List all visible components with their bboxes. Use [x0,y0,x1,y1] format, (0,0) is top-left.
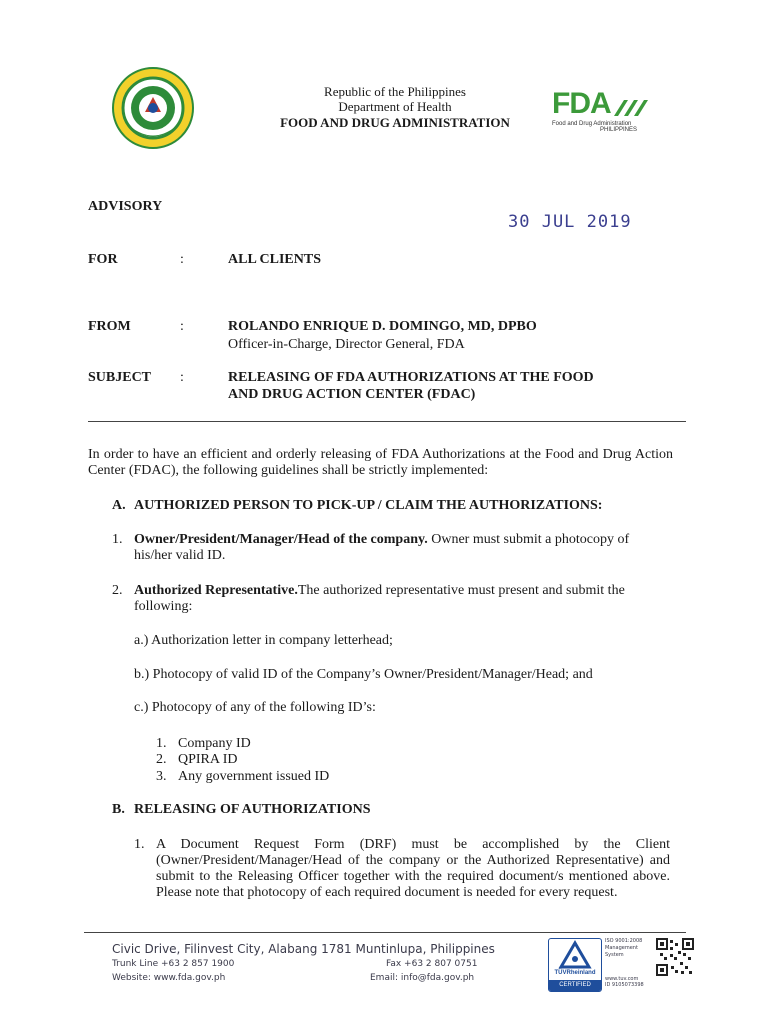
a-sub-c: c.) Photocopy of any of the following ID’s: [134,700,376,715]
a-item2-text: The authorized representative must present and submit the following: [134,583,625,614]
tuv-reference [605,976,644,988]
tuv-id: ID 9105073398 [605,982,644,988]
id-list-item: Company ID [178,736,251,751]
tuv-website: www.tuv.com [605,976,639,982]
doh-seal [112,67,194,149]
a-item1-bold: Owner/President/Manager/Head of the company. [134,532,428,547]
footer-website: Website: www.fda.gov.ph [112,973,226,983]
date-stamp: 30 JUL 2019 [508,212,632,232]
b-item1-text: A Document Request Form (DRF) must be accomplished by the Client (Owner/President/Manager/Head of the company or the Authorized Representative) and submit to the Releasing Officer together with the required document/s mentioned above. Please note that photocopy of each required document is needed for every request. [156,837,670,900]
fda-logo [548,88,658,134]
doc-type: ADVISORY [88,199,163,214]
header-line-department: Department of Health [338,99,452,114]
subject-label: SUBJECT [88,370,152,385]
b-item1 [156,837,670,901]
a-item1 [134,532,669,564]
iso-text [605,938,642,959]
a-sub-b: b.) Photocopy of valid ID of the Company’s Owner/President/Manager/Head; and [134,667,593,682]
from-title: Officer-in-Charge, Director General, FDA [228,337,465,352]
footer-address: Civic Drive, Filinvest City, Alabang 1781 Muntinlupa, Philippines [112,942,495,956]
header-line-agency: FOOD AND DRUG ADMINISTRATION [280,115,510,130]
tuv-triangle-icon [549,939,601,971]
from-value: ROLANDO ENRIQUE D. DOMINGO, MD, DPBO [228,319,537,334]
footer-divider [84,932,686,933]
iso-standard: ISO 9001:2008 [605,938,643,944]
iso-management: Management [605,945,638,951]
qr-code-icon [656,938,694,976]
id-list-item: QPIRA ID [178,752,238,767]
a-item2 [134,583,669,615]
for-label: FOR [88,252,118,267]
tuv-cert-badge [548,938,602,992]
id-list-number: 1. [156,736,167,751]
id-list-number: 3. [156,769,167,784]
id-list-number: 2. [156,752,167,767]
b-item1-number: 1. [134,837,145,852]
qr-code[interactable] [656,938,694,976]
for-colon: : [180,252,184,267]
a-item1-number: 1. [112,532,123,547]
tuv-brand: TÜVRheinland [554,970,596,976]
subject-colon: : [180,370,184,385]
fda-logo-text: FDA [552,87,611,120]
header-divider [88,421,686,422]
section-b-marker: B. [112,802,125,817]
fda-stripes-icon [610,94,650,118]
from-label: FROM [88,319,131,334]
fda-tagline-country: PHILIPPINES [600,127,638,133]
footer-trunk-line: Trunk Line +63 2 857 1900 [112,959,235,969]
from-colon: : [180,319,184,334]
a-sub-a: a.) Authorization letter in company letterhead; [134,633,393,648]
subject-line-1: RELEASING OF FDA AUTHORIZATIONS AT THE FOOD [228,370,594,385]
subject-line-2: AND DRUG ACTION CENTER (FDAC) [228,387,476,402]
section-a-title: AUTHORIZED PERSON TO PICK-UP / CLAIM THE AUTHORIZATIONS: [134,498,603,513]
tuv-certified: CERTIFIED [549,980,601,991]
iso-system: System [605,952,624,958]
a-item1-text: Owner must submit a photocopy of his/her valid ID. [134,532,630,563]
for-value: ALL CLIENTS [228,252,321,267]
a-item2-bold: Authorized Representative. [134,583,298,598]
footer-email: Email: info@fda.gov.ph [370,973,475,983]
intro-text: In order to have an efficient and orderly releasing of FDA Authorizations at the Food and Drug Action Center (FDAC), the following guidelines shall be strictly implemented: [88,447,673,478]
section-a-marker: A. [112,498,126,513]
intro-paragraph [88,447,673,479]
header-line-republic: Republic of the Philippines [324,84,466,99]
a-item2-number: 2. [112,583,123,598]
footer-fax: Fax +63 2 807 0751 [386,959,478,969]
id-list-item: Any government issued ID [178,769,330,784]
doh-seal-icon [112,67,194,149]
fda-tagline: Food and Drug Administration [552,121,632,127]
section-b-title: RELEASING OF AUTHORIZATIONS [134,802,371,817]
